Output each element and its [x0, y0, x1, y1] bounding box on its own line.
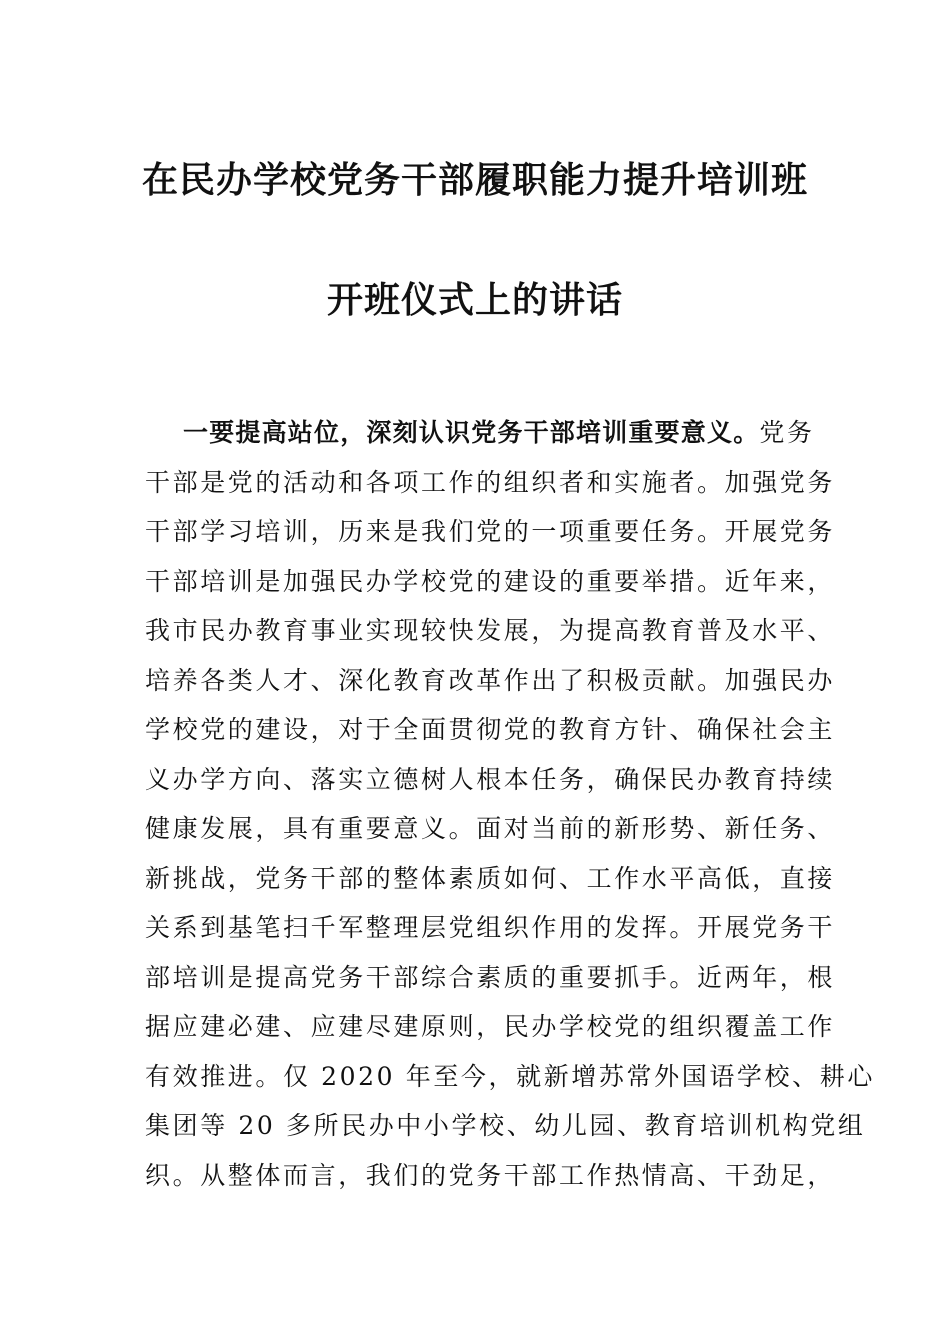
paragraph-text: 党务 [759, 418, 815, 447]
paragraph-line: 干部培训是加强民办学校党的建设的重要举措。近年来， [145, 566, 836, 596]
paragraph-line: 干部学习培训，历来是我们党的一项重要任务。开展党务 [145, 517, 836, 546]
paragraph-line: 据应建必建、应建尽建原则，民办学校党的组织覆盖工作 [145, 1012, 836, 1041]
paragraph-line [145, 414, 815, 464]
paragraph-line: 学校党的建设，对于全面贯彻党的教育方针、确保社会主 [145, 715, 836, 744]
paragraph-line: 有效推进。仅 2020 年至今，就新增苏常外国语学校、耕心 [145, 1061, 875, 1091]
paragraph-line: 关系到基笔扫千军整理层党组织作用的发挥。开展党务干 [145, 913, 836, 942]
paragraph-line: 新挑战，党务干部的整体素质如何、工作水平高低，直接 [145, 863, 836, 893]
document-title-line-2: 开班仪式上的讲话 [326, 279, 623, 321]
paragraph-line: 部培训是提高党务干部综合素质的重要抓手。近两年，根 [145, 962, 836, 992]
paragraph-line: 织。从整体而言，我们的党务干部工作热情高、干劲足， [145, 1160, 836, 1190]
paragraph-line: 健康发展，具有重要意义。面对当前的新形势、新任务、 [145, 814, 836, 843]
body-paragraph [145, 414, 875, 1206]
document-title-line-1: 在民办学校党务干部履职能力提升培训班 [141, 159, 808, 201]
paragraph-line: 干部是党的活动和各项工作的组织者和实施者。加强党务 [145, 467, 836, 497]
paragraph-line: 义办学方向、落实立德树人根本任务，确保民办教育持续 [145, 764, 836, 794]
paragraph-line: 我市民办教育事业实现较快发展，为提高教育普及水平、 [145, 616, 836, 645]
paragraph-line: 培养各类人才、深化教育改革作出了积极贡献。加强民办 [145, 665, 836, 695]
paragraph-line: 集团等 20 多所民办中小学校、幼儿园、教育培训机构党组 [145, 1111, 866, 1140]
paragraph-lead-heading: 一要提高站位，深刻认识党务干部培训重要意义。 [183, 418, 760, 447]
